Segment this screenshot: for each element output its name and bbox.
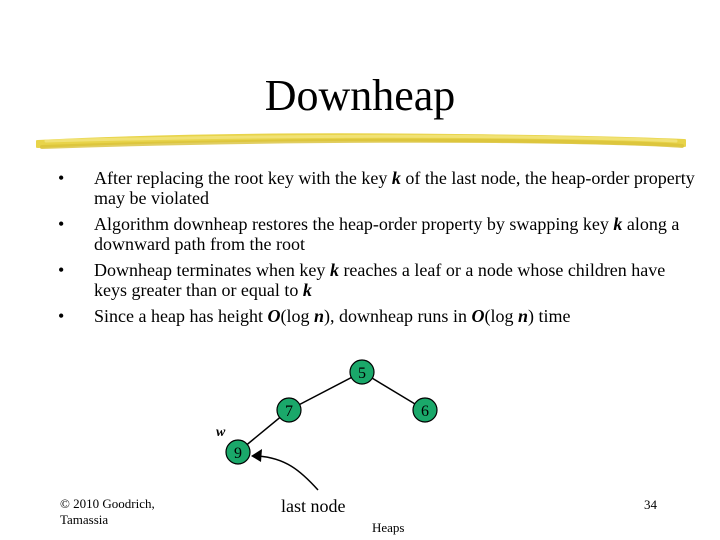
- last-node-arrow: [258, 456, 318, 490]
- bullet-text: Downheap terminates when key k reaches a leaf or a node whose children have keys greater than or equal to k: [94, 260, 666, 300]
- footer-copyright-line1: © 2010 Goodrich,: [60, 496, 155, 511]
- bullet-dot: •: [58, 260, 65, 280]
- page-number: 34: [644, 497, 657, 512]
- bullet-dot: •: [58, 306, 65, 326]
- node-key: 9: [234, 445, 242, 462]
- bullet-dot: •: [58, 214, 65, 234]
- last-node-arrowhead: [251, 449, 262, 462]
- footer-copyright-line2: Tamassia: [60, 512, 109, 527]
- tree-node-right: [413, 398, 437, 422]
- tree-node-root: [350, 360, 374, 384]
- node-key: 7: [285, 403, 293, 420]
- node-key: 6: [421, 403, 429, 420]
- bullet-text: After replacing the root key with the key k of the last node, the heap-order property may be violated: [94, 168, 695, 208]
- bullet-dot: •: [58, 168, 65, 188]
- w-label: w: [216, 425, 226, 440]
- bullet-text: Since a heap has height O(log n), downheap runs in O(log n) time: [94, 306, 571, 326]
- slide-title: Downheap: [264, 71, 456, 120]
- footer-title: Heaps: [372, 520, 405, 535]
- bullet-text: Algorithm downheap restores the heap-order property by swapping key k along a downward path from the root: [94, 214, 680, 254]
- tree-node-left: [277, 398, 301, 422]
- tree-node-leftleft: [226, 440, 250, 464]
- node-key: 5: [358, 365, 366, 382]
- footer-copyright: [60, 496, 155, 528]
- last-node-label: last node: [281, 496, 346, 516]
